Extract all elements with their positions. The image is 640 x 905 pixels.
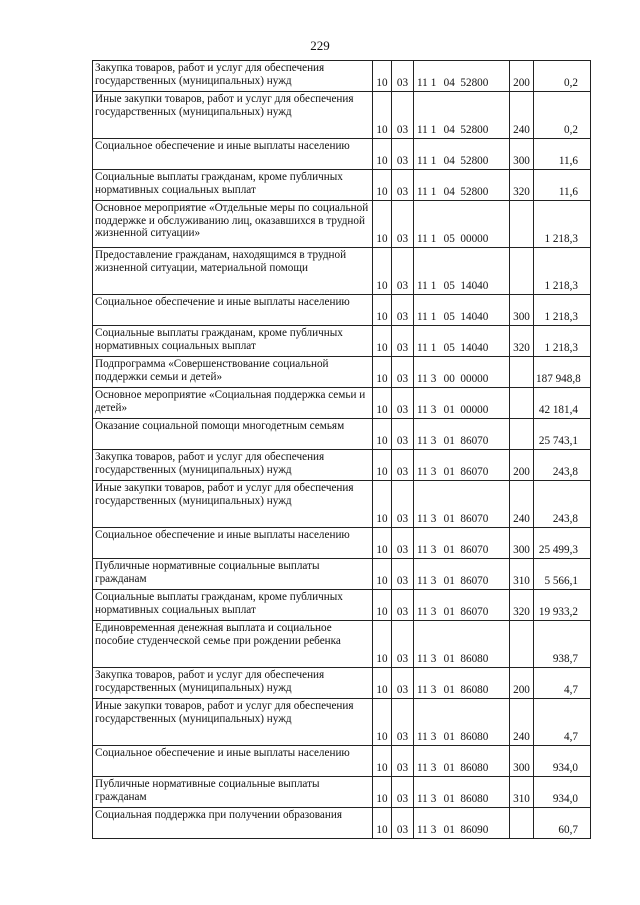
amount-cell: 1 218,3 <box>534 295 591 326</box>
table-row <box>93 139 591 170</box>
program-code: 11 <box>417 404 428 417</box>
subprogram-code: 1 <box>430 233 437 246</box>
target-article-cell <box>414 699 510 746</box>
event-code: 04 <box>443 186 455 199</box>
event-code: 01 <box>443 606 455 619</box>
section-code-cell: 10 <box>373 528 392 559</box>
subprogram-code: 3 <box>430 684 437 697</box>
section-code-cell: 10 <box>373 61 392 92</box>
section-code-cell: 10 <box>373 668 392 699</box>
target-article-cell <box>414 295 510 326</box>
subsection-code-cell: 03 <box>392 248 414 295</box>
subprogram-code: 3 <box>430 373 437 386</box>
direction-code: 86080 <box>460 684 489 697</box>
target-article-cell <box>414 170 510 201</box>
amount-cell: 11,6 <box>534 139 591 170</box>
direction-code: 52800 <box>460 155 489 168</box>
direction-code: 00000 <box>460 233 489 246</box>
amount-cell: 1 218,3 <box>534 326 591 357</box>
direction-code: 86070 <box>460 544 489 557</box>
expense-type-cell: 300 <box>510 295 534 326</box>
event-code: 01 <box>443 575 455 588</box>
target-article-cell <box>414 419 510 450</box>
row-name-cell: Предоставление гражданам, находящимся в трудной жизненной ситуации, материальной помощи <box>93 248 373 295</box>
table-row <box>93 201 591 248</box>
section-code-cell: 10 <box>373 590 392 621</box>
row-name-cell: Закупка товаров, работ и услуг для обеспечения государственных (муниципальных) нужд <box>93 668 373 699</box>
section-code-cell: 10 <box>373 326 392 357</box>
amount-cell: 243,8 <box>534 450 591 481</box>
row-name-cell: Социальные выплаты гражданам, кроме публичных нормативных социальных выплат <box>93 326 373 357</box>
target-article-cell <box>414 746 510 777</box>
amount-cell: 938,7 <box>534 621 591 668</box>
program-code: 11 <box>417 513 428 526</box>
table-row <box>93 92 591 139</box>
program-code: 11 <box>417 762 428 775</box>
expense-type-cell <box>510 201 534 248</box>
direction-code: 86070 <box>460 435 489 448</box>
table-row <box>93 528 591 559</box>
table-row <box>93 746 591 777</box>
subsection-code-cell: 03 <box>392 357 414 388</box>
program-code: 11 <box>417 155 428 168</box>
subsection-code-cell: 03 <box>392 450 414 481</box>
row-name-cell: Иные закупки товаров, работ и услуг для обеспечения государственных (муниципальных) нужд <box>93 92 373 139</box>
target-article-cell <box>414 559 510 590</box>
subprogram-code: 3 <box>430 466 437 479</box>
row-name-cell: Иные закупки товаров, работ и услуг для обеспечения государственных (муниципальных) нужд <box>93 699 373 746</box>
event-code: 01 <box>443 404 455 417</box>
event-code: 01 <box>443 544 455 557</box>
expense-type-cell <box>510 248 534 295</box>
table-row <box>93 621 591 668</box>
program-code: 11 <box>417 311 428 324</box>
amount-cell: 0,2 <box>534 92 591 139</box>
subsection-code-cell: 03 <box>392 699 414 746</box>
table-row <box>93 668 591 699</box>
table-row <box>93 388 591 419</box>
amount-cell: 19 933,2 <box>534 590 591 621</box>
target-article-cell <box>414 201 510 248</box>
amount-cell: 4,7 <box>534 668 591 699</box>
row-name-cell: Основное мероприятие «Социальная поддержка семьи и детей» <box>93 388 373 419</box>
section-code-cell: 10 <box>373 388 392 419</box>
subprogram-code: 1 <box>430 186 437 199</box>
program-code: 11 <box>417 435 428 448</box>
row-name-cell: Закупка товаров, работ и услуг для обеспечения государственных (муниципальных) нужд <box>93 61 373 92</box>
subprogram-code: 3 <box>430 575 437 588</box>
section-code-cell: 10 <box>373 295 392 326</box>
expense-type-cell: 300 <box>510 528 534 559</box>
amount-cell: 1 218,3 <box>534 201 591 248</box>
event-code: 04 <box>443 124 455 137</box>
subprogram-code: 3 <box>430 793 437 806</box>
subprogram-code: 3 <box>430 435 437 448</box>
section-code-cell: 10 <box>373 777 392 808</box>
subprogram-code: 1 <box>430 155 437 168</box>
subprogram-code: 3 <box>430 606 437 619</box>
amount-cell: 243,8 <box>534 481 591 528</box>
target-article-cell <box>414 139 510 170</box>
program-code: 11 <box>417 793 428 806</box>
row-name-cell: Единовременная денежная выплата и социальное пособие студенческой семье при рождении ребенка <box>93 621 373 668</box>
subprogram-code: 3 <box>430 824 437 837</box>
table-row <box>93 450 591 481</box>
table-row <box>93 699 591 746</box>
table-row <box>93 248 591 295</box>
target-article-cell <box>414 248 510 295</box>
target-article-cell <box>414 528 510 559</box>
section-code-cell: 10 <box>373 481 392 528</box>
amount-cell: 934,0 <box>534 777 591 808</box>
section-code-cell: 10 <box>373 621 392 668</box>
row-name-cell: Социальное обеспечение и иные выплаты населению <box>93 139 373 170</box>
direction-code: 00000 <box>460 373 489 386</box>
expense-type-cell: 240 <box>510 92 534 139</box>
event-code: 01 <box>443 684 455 697</box>
subsection-code-cell: 03 <box>392 139 414 170</box>
target-article-cell <box>414 777 510 808</box>
section-code-cell: 10 <box>373 248 392 295</box>
row-name-cell: Оказание социальной помощи многодетным семьям <box>93 419 373 450</box>
subprogram-code: 3 <box>430 653 437 666</box>
subsection-code-cell: 03 <box>392 746 414 777</box>
program-code: 11 <box>417 186 428 199</box>
direction-code: 86090 <box>460 824 489 837</box>
subprogram-code: 1 <box>430 77 437 90</box>
program-code: 11 <box>417 233 428 246</box>
page-number: 229 <box>310 38 330 53</box>
subsection-code-cell: 03 <box>392 590 414 621</box>
target-article-cell <box>414 668 510 699</box>
expense-type-cell: 240 <box>510 699 534 746</box>
event-code: 05 <box>443 311 455 324</box>
expense-type-cell: 310 <box>510 777 534 808</box>
target-article-cell <box>414 61 510 92</box>
target-article-cell <box>414 808 510 839</box>
row-name-cell: Публичные нормативные социальные выплаты гражданам <box>93 559 373 590</box>
table-row <box>93 170 591 201</box>
program-code: 11 <box>417 544 428 557</box>
subsection-code-cell: 03 <box>392 481 414 528</box>
direction-code: 52800 <box>460 124 489 137</box>
table-row <box>93 295 591 326</box>
expense-type-cell <box>510 388 534 419</box>
subsection-code-cell: 03 <box>392 528 414 559</box>
program-code: 11 <box>417 342 428 355</box>
table-row <box>93 326 591 357</box>
expense-type-cell <box>510 621 534 668</box>
section-code-cell: 10 <box>373 746 392 777</box>
row-name-cell: Подпрограмма «Совершенствование социальной поддержки семьи и детей» <box>93 357 373 388</box>
section-code-cell: 10 <box>373 201 392 248</box>
direction-code: 86080 <box>460 653 489 666</box>
program-code: 11 <box>417 77 428 90</box>
program-code: 11 <box>417 124 428 137</box>
subsection-code-cell: 03 <box>392 777 414 808</box>
expense-type-cell <box>510 808 534 839</box>
subsection-code-cell: 03 <box>392 621 414 668</box>
target-article-cell <box>414 326 510 357</box>
direction-code: 86080 <box>460 793 489 806</box>
subprogram-code: 3 <box>430 513 437 526</box>
subsection-code-cell: 03 <box>392 808 414 839</box>
subprogram-code: 3 <box>430 404 437 417</box>
expense-type-cell: 320 <box>510 326 534 357</box>
direction-code: 86070 <box>460 513 489 526</box>
event-code: 01 <box>443 793 455 806</box>
target-article-cell <box>414 450 510 481</box>
event-code: 01 <box>443 762 455 775</box>
direction-code: 86070 <box>460 606 489 619</box>
event-code: 01 <box>443 731 455 744</box>
row-name-cell: Социальное обеспечение и иные выплаты населению <box>93 528 373 559</box>
expense-type-cell <box>510 357 534 388</box>
row-name-cell: Закупка товаров, работ и услуг для обеспечения государственных (муниципальных) нужд <box>93 450 373 481</box>
program-code: 11 <box>417 373 428 386</box>
event-code: 04 <box>443 155 455 168</box>
row-name-cell: Публичные нормативные социальные выплаты гражданам <box>93 777 373 808</box>
subprogram-code: 3 <box>430 762 437 775</box>
section-code-cell: 10 <box>373 559 392 590</box>
expense-type-cell: 200 <box>510 61 534 92</box>
event-code: 05 <box>443 233 455 246</box>
subsection-code-cell: 03 <box>392 170 414 201</box>
row-name-cell: Социальное обеспечение и иные выплаты населению <box>93 295 373 326</box>
section-code-cell: 10 <box>373 92 392 139</box>
subprogram-code: 1 <box>430 311 437 324</box>
amount-cell: 42 181,4 <box>534 388 591 419</box>
event-code: 05 <box>443 342 455 355</box>
expense-type-cell: 200 <box>510 450 534 481</box>
event-code: 01 <box>443 435 455 448</box>
section-code-cell: 10 <box>373 808 392 839</box>
subsection-code-cell: 03 <box>392 295 414 326</box>
direction-code: 14040 <box>460 311 489 324</box>
expense-type-cell: 320 <box>510 590 534 621</box>
program-code: 11 <box>417 653 428 666</box>
subsection-code-cell: 03 <box>392 201 414 248</box>
event-code: 01 <box>443 466 455 479</box>
direction-code: 86070 <box>460 575 489 588</box>
subsection-code-cell: 03 <box>392 559 414 590</box>
program-code: 11 <box>417 824 428 837</box>
expense-type-cell <box>510 419 534 450</box>
expense-type-cell: 310 <box>510 559 534 590</box>
table-row <box>93 590 591 621</box>
table-row <box>93 419 591 450</box>
subprogram-code: 3 <box>430 731 437 744</box>
program-code: 11 <box>417 684 428 697</box>
subprogram-code: 3 <box>430 544 437 557</box>
target-article-cell <box>414 481 510 528</box>
table-row <box>93 777 591 808</box>
event-code: 05 <box>443 280 455 293</box>
event-code: 01 <box>443 653 455 666</box>
direction-code: 86080 <box>460 762 489 775</box>
table-row <box>93 481 591 528</box>
budget-table <box>92 60 591 839</box>
amount-cell: 1 218,3 <box>534 248 591 295</box>
amount-cell: 934,0 <box>534 746 591 777</box>
amount-cell: 60,7 <box>534 808 591 839</box>
expense-type-cell: 240 <box>510 481 534 528</box>
section-code-cell: 10 <box>373 419 392 450</box>
expense-type-cell: 320 <box>510 170 534 201</box>
expense-type-cell: 300 <box>510 746 534 777</box>
program-code: 11 <box>417 575 428 588</box>
amount-cell: 187 948,8 <box>534 357 591 388</box>
direction-code: 86080 <box>460 731 489 744</box>
table-row <box>93 357 591 388</box>
direction-code: 14040 <box>460 342 489 355</box>
row-name-cell: Социальная поддержка при получении образования <box>93 808 373 839</box>
subsection-code-cell: 03 <box>392 419 414 450</box>
program-code: 11 <box>417 731 428 744</box>
program-code: 11 <box>417 466 428 479</box>
amount-cell: 5 566,1 <box>534 559 591 590</box>
program-code: 11 <box>417 606 428 619</box>
subsection-code-cell: 03 <box>392 326 414 357</box>
section-code-cell: 10 <box>373 450 392 481</box>
target-article-cell <box>414 92 510 139</box>
event-code: 01 <box>443 513 455 526</box>
section-code-cell: 10 <box>373 170 392 201</box>
section-code-cell: 10 <box>373 699 392 746</box>
target-article-cell <box>414 590 510 621</box>
row-name-cell: Иные закупки товаров, работ и услуг для обеспечения государственных (муниципальных) нужд <box>93 481 373 528</box>
subsection-code-cell: 03 <box>392 668 414 699</box>
row-name-cell: Социальные выплаты гражданам, кроме публичных нормативных социальных выплат <box>93 170 373 201</box>
expense-type-cell: 300 <box>510 139 534 170</box>
table-row <box>93 61 591 92</box>
section-code-cell: 10 <box>373 139 392 170</box>
amount-cell: 25 743,1 <box>534 419 591 450</box>
subsection-code-cell: 03 <box>392 61 414 92</box>
event-code: 01 <box>443 824 455 837</box>
amount-cell: 25 499,3 <box>534 528 591 559</box>
target-article-cell <box>414 388 510 419</box>
table-row <box>93 808 591 839</box>
subsection-code-cell: 03 <box>392 92 414 139</box>
target-article-cell <box>414 621 510 668</box>
direction-code: 52800 <box>460 186 489 199</box>
amount-cell: 11,6 <box>534 170 591 201</box>
program-code: 11 <box>417 280 428 293</box>
direction-code: 14040 <box>460 280 489 293</box>
subprogram-code: 1 <box>430 342 437 355</box>
subprogram-code: 1 <box>430 280 437 293</box>
direction-code: 52800 <box>460 77 489 90</box>
subprogram-code: 1 <box>430 124 437 137</box>
event-code: 00 <box>443 373 455 386</box>
amount-cell: 4,7 <box>534 699 591 746</box>
direction-code: 00000 <box>460 404 489 417</box>
table-row <box>93 559 591 590</box>
direction-code: 86070 <box>460 466 489 479</box>
event-code: 04 <box>443 77 455 90</box>
amount-cell: 0,2 <box>534 61 591 92</box>
row-name-cell: Социальное обеспечение и иные выплаты населению <box>93 746 373 777</box>
subsection-code-cell: 03 <box>392 388 414 419</box>
row-name-cell: Социальные выплаты гражданам, кроме публичных нормативных социальных выплат <box>93 590 373 621</box>
row-name-cell: Основное мероприятие «Отдельные меры по социальной поддержке и обслуживанию лиц, оказавшихся в трудной жизненной ситуации» <box>93 201 373 248</box>
target-article-cell <box>414 357 510 388</box>
section-code-cell: 10 <box>373 357 392 388</box>
expense-type-cell: 200 <box>510 668 534 699</box>
